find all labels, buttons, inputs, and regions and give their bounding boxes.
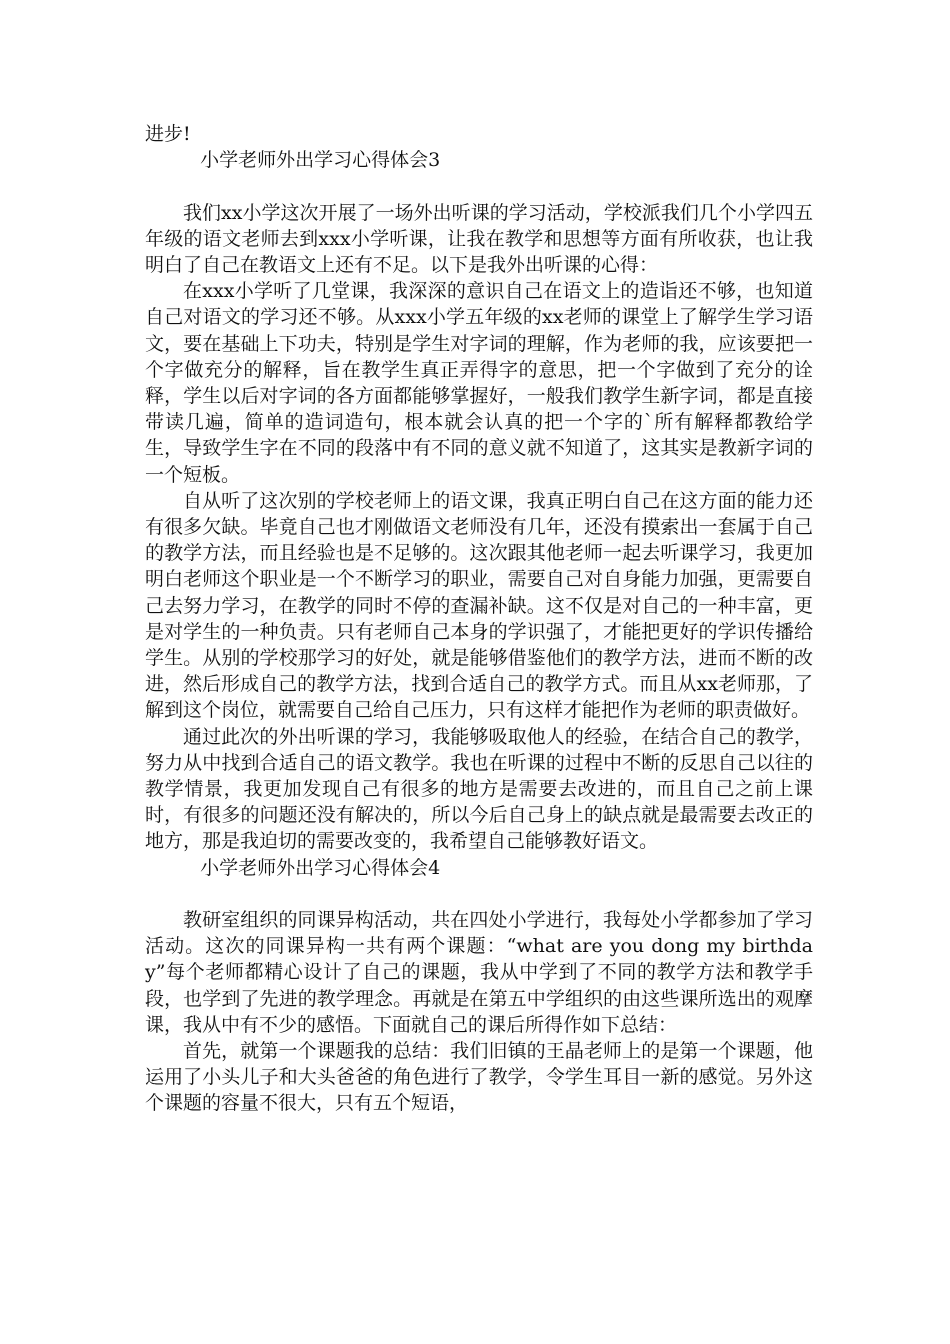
paragraph-3: 自从听了这次别的学校老师上的语文课，我真正明白自己在这方面的能力还有很多欠缺。毕竟自己也才刚做语文老师没有几年，还没有摸索出一套属于自己的教学方法，而且经验也是不足够的。这次跟其他老师一起去听课学习，我更加明白老师这个职业是一个不断学习的职业，需要自己对自身能力加强，更需要自己去努力学习，在教学的同时不停的查漏补缺。这不仅是对自己的一种丰富，更是对学生的一种负责。只有老师自己本身的学识强了，才能把更好的学识传播给学生。从别的学校那学习的好处，就是能够借鉴他们的教学方法，进而不断的改进，然后形成自己的教学方法，找到合适自己的教学方式。而且从xx老师那，了解到这个岗位，就需要自己给自己压力，只有这样才能把作为老师的职责做好。 <box>145 489 813 722</box>
paragraph-5: 教研室组织的同课异构活动，共在四处小学进行，我每处小学都参加了学习活动。这次的同课异构一共有两个课题：“what are you dong my birthday”每个老师都精心设计了自己的课题，我从中学到了不同的教学方法和教学手段，也学到了先进的教学理念。再就是在第五中学组织的由这些课所选出的观摩课，我从中有不少的感悟。下面就自己的课后所得作如下总结： <box>145 909 813 1036</box>
paragraph-2: 在xxx小学听了几堂课，我深深的意识自己在语文上的造诣还不够，也知道自己对语文的学习还不够。从xxx小学五年级的xx老师的课堂上了解学生学习语文，要在基础上下功夫，特别是学生对字词的理解，作为老师的我，应该要把一个字做充分的解释，旨在教学生真正弄得字的意思，把一个字做到了充分的诠释，学生以后对字词的各方面都能够掌握好，一般我们教学生新字词，都是直接带读几遍，简单的造词造句，根本就会认真的把一个字的`所有解释都教给学生，导致学生字在不同的段落中有不同的意义就不知道了，这其实是教新字词的一个短板。 <box>145 280 813 486</box>
section-heading-3: 小学老师外出学习心得体会3 <box>200 149 441 172</box>
blank-line <box>145 881 813 907</box>
paragraph-6: 首先，就第一个课题我的总结：我们旧镇的王晶老师上的是第一个课题，他运用了小头儿子和大头爸爸的角色进行了教学，令学生耳目一新的感觉。另外这个课题的容量不很大，只有五个短语， <box>145 1040 813 1115</box>
document-page <box>145 121 813 1117</box>
section-heading-4: 小学老师外出学习心得体会4 <box>200 856 441 879</box>
paragraph-1: 我们xx小学这次开展了一场外出听课的学习活动，学校派我们几个小学四五年级的语文老师去到xxx小学听课，让我在教学和思想等方面有所收获，也让我明白了自己在教语文上还有不足。以下是我外出听课的心得： <box>145 201 813 276</box>
paragraph-4: 通过此次的外出听课的学习，我能够吸取他人的经验，在结合自己的教学，努力从中找到合适自己的语文教学。我也在听课的过程中不断的反思自己以往的教学情景，我更加发现自己有很多的地方是需要去改进的，而且自己之前上课时，有很多的问题还没有解决的，所以今后自己身上的缺点就是最需要去改正的地方，那是我迫切的需要改变的，我希望自己能够教好语文。 <box>145 725 813 853</box>
continuation-text: 进步! <box>145 123 191 145</box>
blank-line <box>145 173 813 199</box>
